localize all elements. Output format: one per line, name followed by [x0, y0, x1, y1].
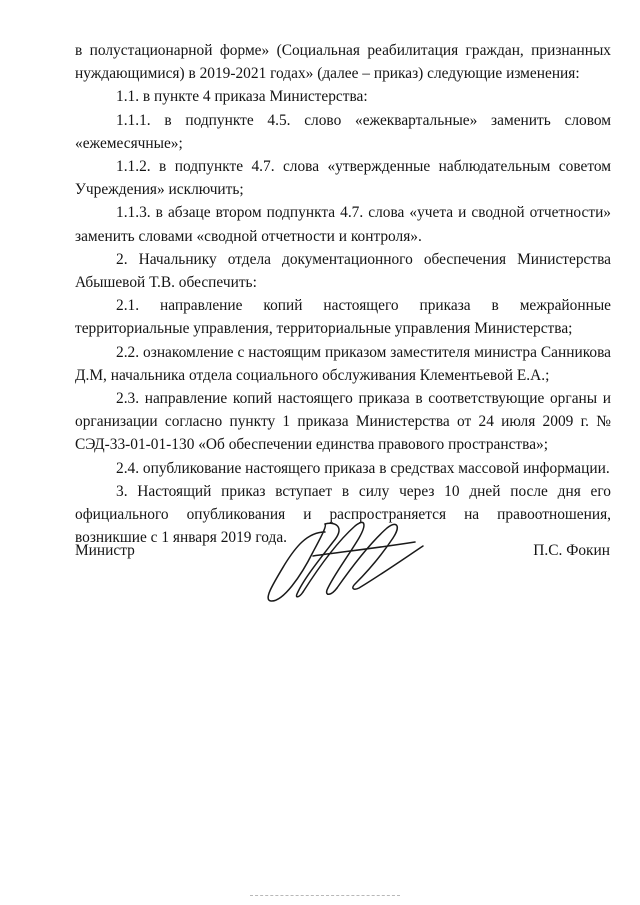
paragraph-1-1-1: 1.1.1. в подпункте 4.5. слово «ежеквартальные» заменить словом «ежемесячные»;: [75, 111, 611, 152]
paragraph-2-4: 2.4. опубликование настоящего приказа в средствах массовой информации.: [116, 459, 610, 477]
paragraph-2-1: 2.1. направление копий настоящего приказа в межрайонные территориальные управления, территориальные управления Министерства;: [75, 297, 611, 338]
paragraph-1-1-3: 1.1.3. в абзаце втором подпункта 4.7. слова «учета и сводной отчетности» заменить словами «сводной отчетности и контроля».: [75, 204, 611, 245]
signatory-name: П.С. Фокин: [533, 542, 610, 559]
paragraph-3: 3. Настоящий приказ вступает в силу через 10 дней после дня его официального опубликования и распространяется на правоотношения, возникшие с 1 января 2019 года.: [75, 482, 611, 547]
paragraph-1-1: 1.1. в пункте 4 приказа Министерства:: [116, 88, 368, 106]
paragraph-2: 2. Начальнику отдела документационного обеспечения Министерства Абышевой Т.В. обеспечить:: [75, 250, 611, 292]
paragraph-1-1-2: 1.1.2. в подпункте 4.7. слова «утвержденные наблюдательным советом Учреждения» исключить;: [75, 158, 611, 199]
signatory-position: Министр: [75, 542, 135, 559]
page-bottom-edge: [250, 895, 400, 897]
paragraph-2-2: 2.2. ознакомление с настоящим приказом заместителя министра Санникова Д.М, начальника отдела социального обслуживания Клементьевой Е.А.;: [75, 343, 611, 384]
paragraph-2-3: 2.3. направление копий настоящего приказа в соответствующие органы и организации согласно пункту 1 приказа Министерства от 24 июля 2009 г. № СЭД-33-01-01-130 «Об обеспечении единства правового пространства»;: [75, 390, 611, 454]
paragraph-intro-continued: в полустационарной форме» (Социальная реабилитация граждан, признанных нуждающимися) в 2019-2021 годах» (далее – приказ) следующие изменения:: [75, 42, 611, 83]
handwritten-signature: [255, 512, 425, 607]
document-body: [75, 39, 611, 549]
